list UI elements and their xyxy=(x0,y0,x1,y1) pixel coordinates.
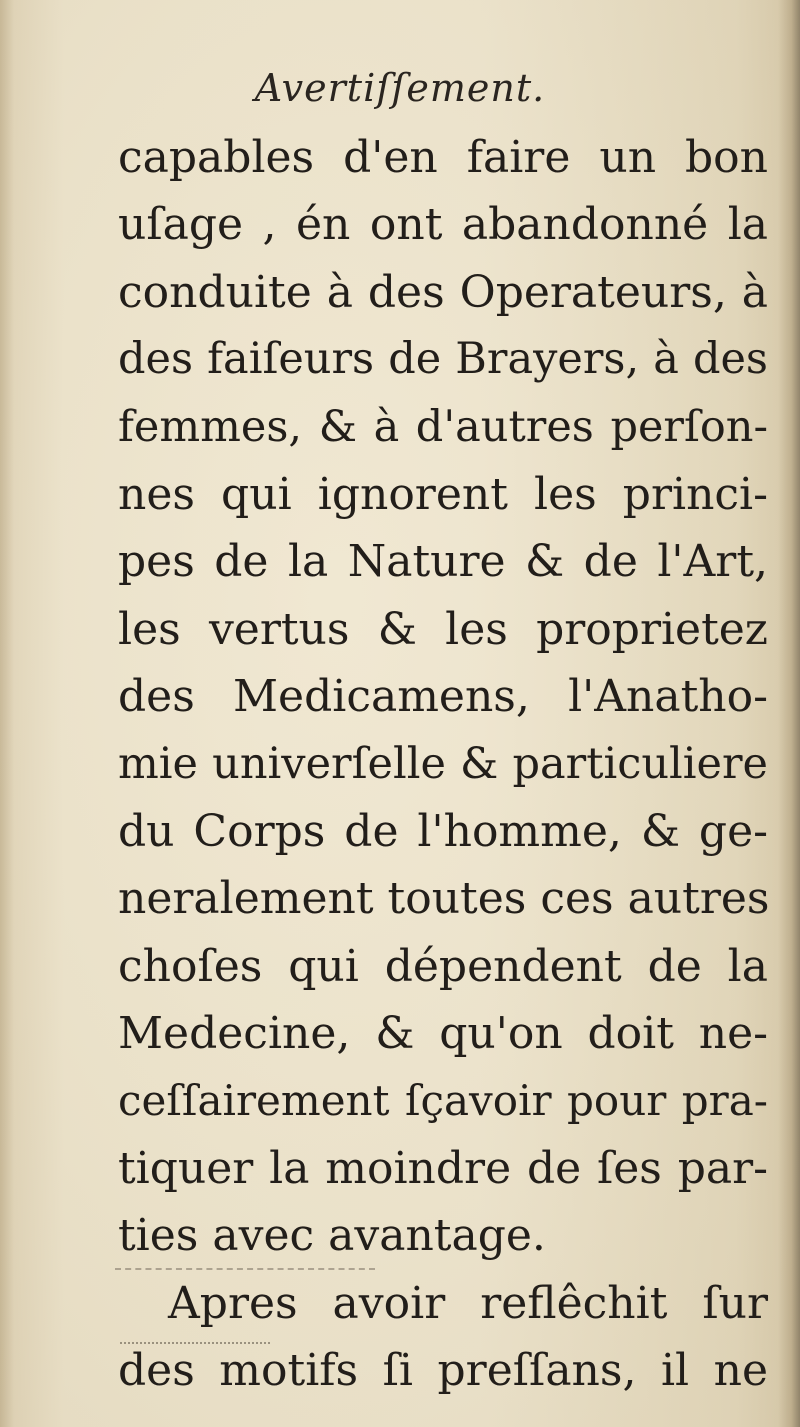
text-line: conduite à des Operateurs, à xyxy=(118,266,768,318)
text-line: des faiſeurs de Brayers, à des xyxy=(118,334,768,385)
text-line: les vertus & les proprietez xyxy=(118,603,768,655)
ink-smudge xyxy=(115,1268,375,1274)
text-line: pes de la Nature & de l'Art, xyxy=(118,536,768,588)
text-line-paragraph-end: ties avec avantage. xyxy=(118,1210,546,1262)
text-line: choſes qui dépendent de la xyxy=(118,940,768,992)
text-line: mie univerſelle & particuliere xyxy=(118,738,768,789)
page-gutter-shadow xyxy=(778,0,800,1427)
text-line: neralement toutes ces autres xyxy=(118,873,770,925)
text-line: ceſſairement ſçavoir pour pra- xyxy=(118,1076,768,1126)
text-line: tiquer la moindre de ſes par- xyxy=(118,1142,768,1194)
running-head: Avertiſſement. xyxy=(254,66,546,110)
text-line: nes qui ignorent les princi- xyxy=(118,468,768,520)
page-left-edge-shadow xyxy=(0,0,14,1427)
text-line: capables d'en faire un bon xyxy=(118,132,768,183)
text-line: des motifs ſi preſſans, il ne xyxy=(118,1345,768,1397)
text-line: Medecine, & qu'on doit ne- xyxy=(118,1008,768,1060)
text-line: femmes, & à d'autres perſon- xyxy=(118,401,768,452)
text-line-paragraph-start: Apres avoir reflêchit ſur xyxy=(168,1277,768,1329)
text-line: uſage , én ont abandonné la xyxy=(118,199,768,251)
body-text xyxy=(118,124,768,1404)
text-line: des Medicamens, l'Anatho- xyxy=(118,671,768,723)
text-line: du Corps de l'homme, & ge- xyxy=(118,805,768,857)
ink-smudge xyxy=(120,1342,270,1348)
